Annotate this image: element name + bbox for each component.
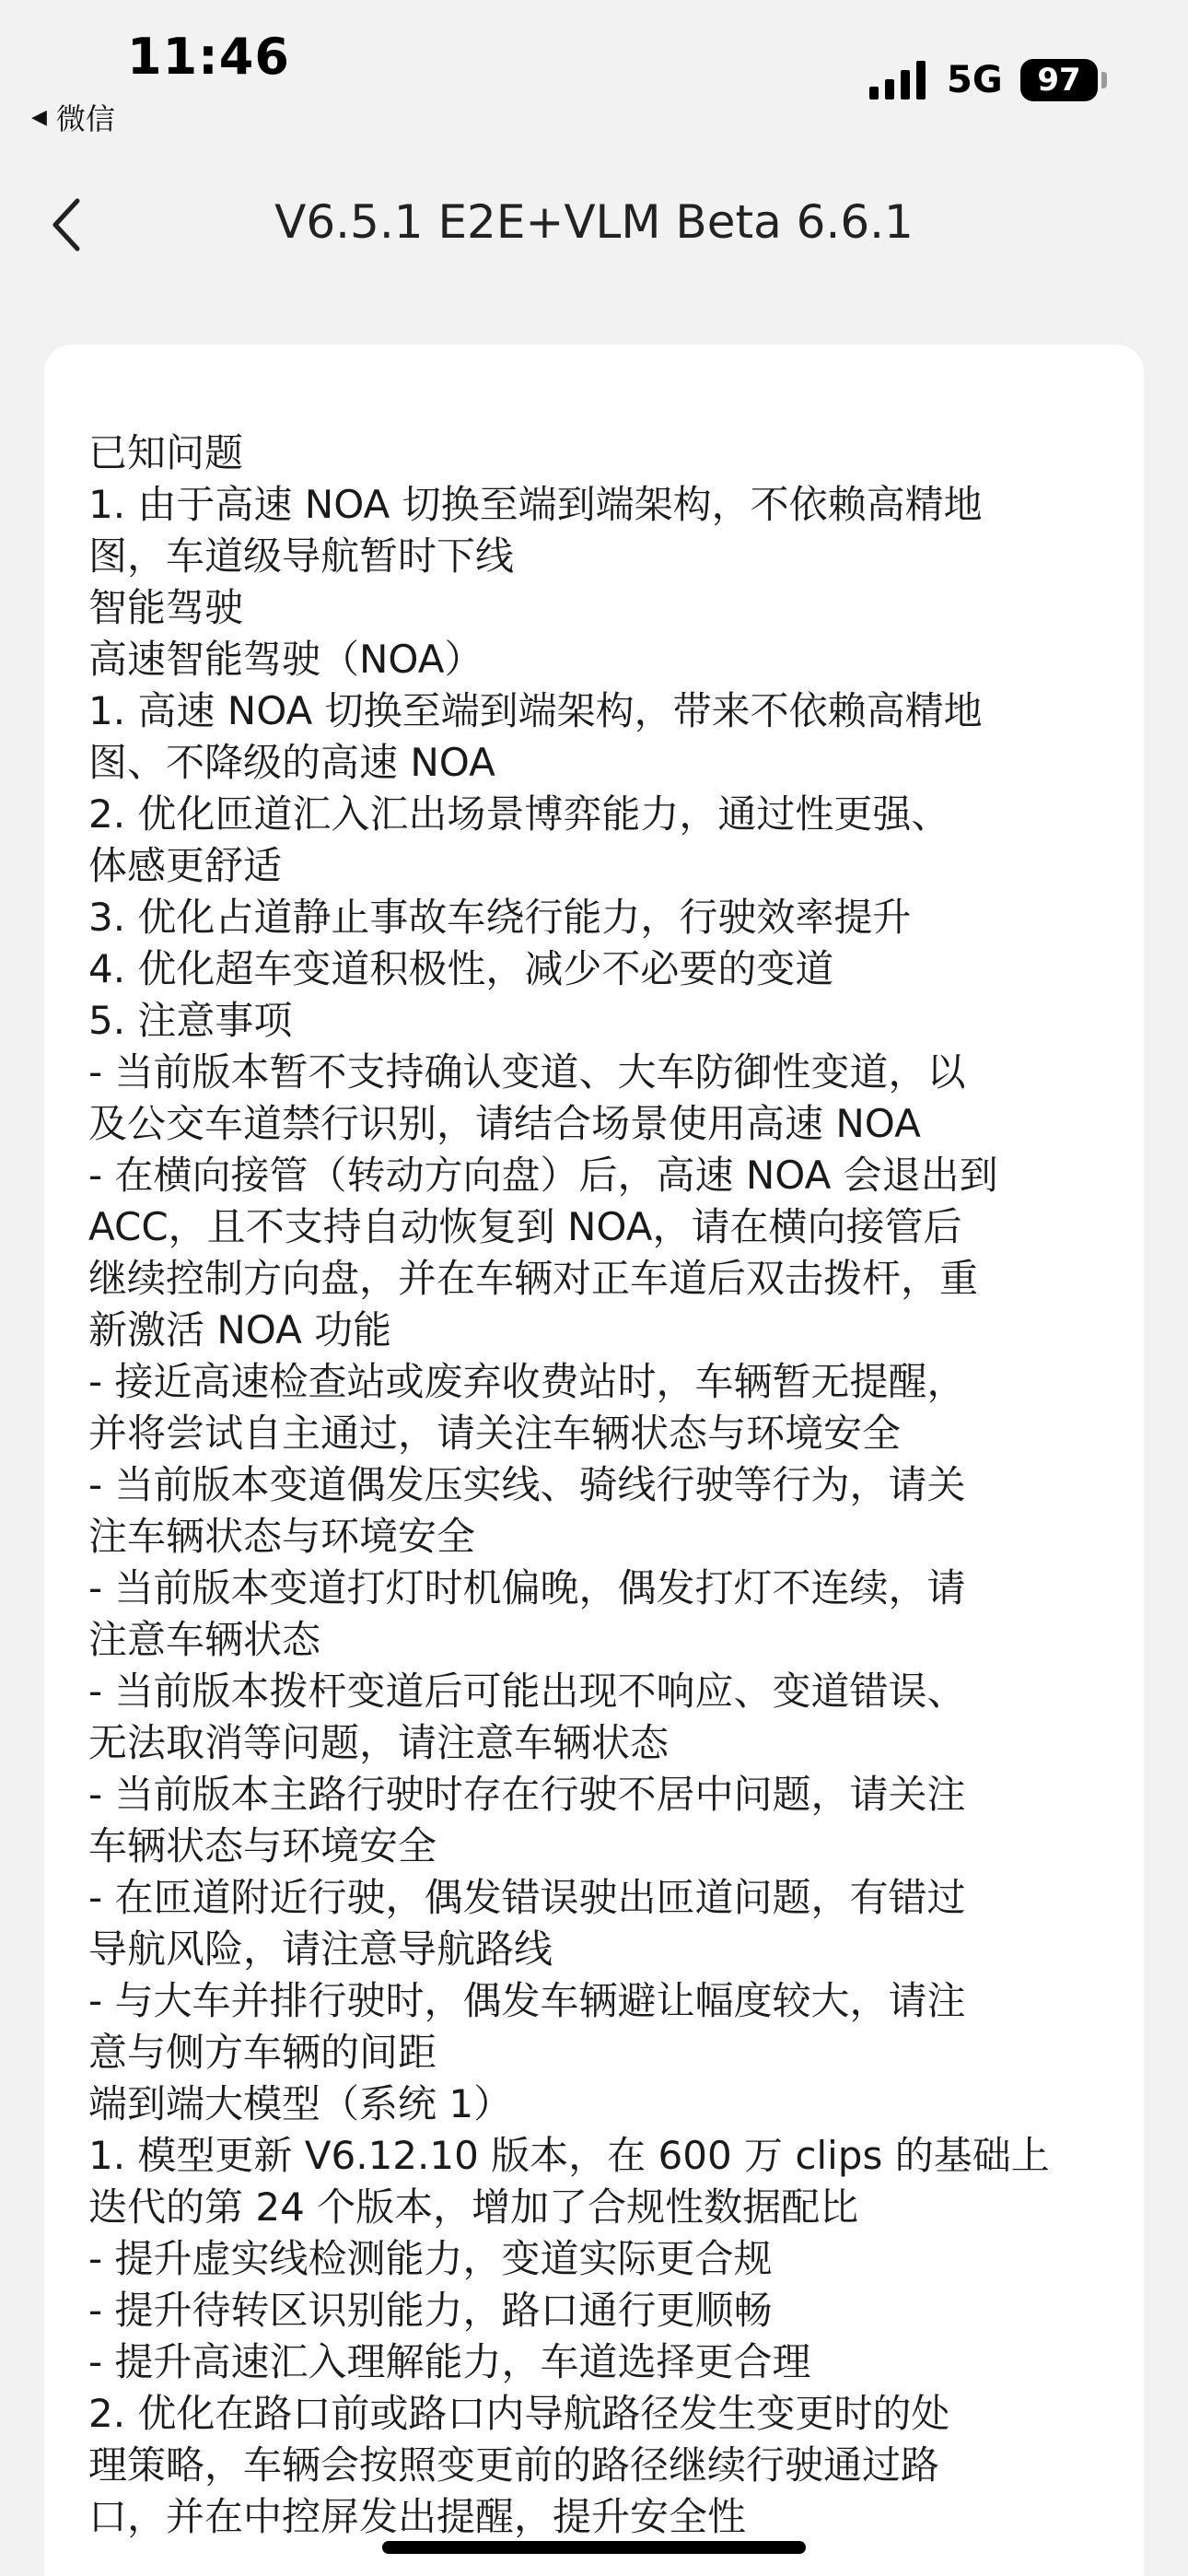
battery-icon bbox=[1020, 59, 1098, 101]
text-line: 继续控制方向盘，并在车辆对正车道后双击拨杆，重 bbox=[88, 1256, 979, 1301]
content-card bbox=[44, 345, 1144, 2576]
text-line: 并将尝试自主通过，请关注车辆状态与环境安全 bbox=[88, 1411, 902, 1456]
text-line: - 当前版本暂不支持确认变道、大车防御性变道，以 bbox=[88, 1049, 966, 1095]
text-line: 图，车道级导航暂时下线 bbox=[88, 533, 515, 579]
text-line: 1. 模型更新 V6.12.10 版本，在 600 万 clips 的基础上 bbox=[88, 2133, 1050, 2178]
text-line: - 提升高速汇入理解能力，车道选择更合理 bbox=[88, 2339, 811, 2384]
text-line: 注意车辆状态 bbox=[88, 1617, 321, 1662]
text-line: 及公交车道禁行识别，请结合场景使用高速 NOA bbox=[88, 1101, 921, 1146]
text-line: 体感更舒适 bbox=[88, 843, 283, 888]
text-line: 迭代的第 24 个版本，增加了合规性数据配比 bbox=[88, 2184, 859, 2230]
battery-nub bbox=[1101, 72, 1107, 88]
text-line: - 当前版本变道打灯时机偏晚，偶发打灯不连续，请 bbox=[88, 1565, 966, 1610]
text-line: 3. 优化占道静止事故车绕行能力，行驶效率提升 bbox=[88, 895, 912, 940]
text-line: 导航风险，请注意导航路线 bbox=[88, 1926, 553, 1972]
text-line: 理策略，车辆会按照变更前的路径继续行驶通过路 bbox=[88, 2442, 940, 2488]
text-line: - 与大车并排行驶时，偶发车辆避让幅度较大，请注 bbox=[88, 1978, 966, 2023]
text-line: 2. 优化匝道汇入汇出场景博弈能力，通过性更强、 bbox=[88, 791, 950, 837]
home-indicator[interactable] bbox=[382, 2541, 806, 2554]
text-line: 1. 由于高速 NOA 切换至端到端架构，不依赖高精地 bbox=[88, 482, 983, 527]
text-line: 车辆状态与环境安全 bbox=[88, 1823, 437, 1868]
text-line: - 接近高速检查站或废弃收费站时，车辆暂无提醒， bbox=[88, 1359, 966, 1404]
text-line: 1. 高速 NOA 切换至端到端架构，带来不依赖高精地 bbox=[88, 688, 983, 733]
status-time: 11:46 bbox=[127, 28, 290, 86]
page-title: V6.5.1 E2E+VLM Beta 6.6.1 bbox=[274, 195, 914, 249]
text-line: ACC，且不支持自动恢复到 NOA，请在横向接管后 bbox=[88, 1204, 962, 1249]
text-line: - 在横向接管（转动方向盘）后，高速 NOA 会退出到 bbox=[88, 1153, 998, 1198]
text-line: 5. 注意事项 bbox=[88, 998, 293, 1043]
text-line: 新激活 NOA 功能 bbox=[88, 1307, 392, 1352]
text-line: 口，并在中控屏发出提醒，提升安全性 bbox=[88, 2494, 747, 2539]
back-app-label: 微信 bbox=[55, 101, 115, 136]
text-line: - 当前版本变道偶发压实线、骑线行驶等行为，请关 bbox=[88, 1462, 966, 1507]
back-to-app-link[interactable] bbox=[31, 96, 115, 138]
battery-level: 97 bbox=[1037, 62, 1081, 99]
text-line: - 提升虚实线检测能力，变道实际更合规 bbox=[88, 2236, 773, 2281]
back-triangle-icon: ◀ bbox=[31, 105, 47, 129]
text-line: 图、不降级的高速 NOA bbox=[88, 740, 495, 785]
network-type: 5G bbox=[947, 59, 1003, 101]
text-line: - 当前版本主路行驶时存在行驶不居中问题，请关注 bbox=[88, 1772, 966, 1817]
text-line: 2. 优化在路口前或路口内导航路径发生变更时的处 bbox=[88, 2391, 950, 2436]
text-line: 端到端大模型（系统 1） bbox=[88, 2081, 513, 2126]
status-bar bbox=[0, 0, 1188, 138]
text-line: 无法取消等问题，请注意车辆状态 bbox=[88, 1720, 670, 1765]
text-line: 高速智能驾驶（NOA） bbox=[88, 637, 483, 682]
text-line: - 当前版本拨杆变道后可能出现不响应、变道错误、 bbox=[88, 1669, 966, 1714]
release-notes-text bbox=[88, 427, 1138, 2543]
cellular-signal-icon bbox=[869, 61, 928, 100]
text-line: 意与侧方车辆的间距 bbox=[88, 2030, 437, 2075]
text-line: 注车辆状态与环境安全 bbox=[88, 1514, 476, 1559]
text-line: - 提升待转区识别能力，路口通行更顺畅 bbox=[88, 2288, 773, 2333]
text-line: - 在匝道附近行驶，偶发错误驶出匝道问题，有错过 bbox=[88, 1875, 966, 1920]
text-line: 已知问题 bbox=[88, 430, 244, 475]
text-line: 智能驾驶 bbox=[88, 585, 244, 630]
nav-bar bbox=[0, 175, 1188, 276]
text-line: 4. 优化超车变道积极性，减少不必要的变道 bbox=[88, 946, 834, 991]
